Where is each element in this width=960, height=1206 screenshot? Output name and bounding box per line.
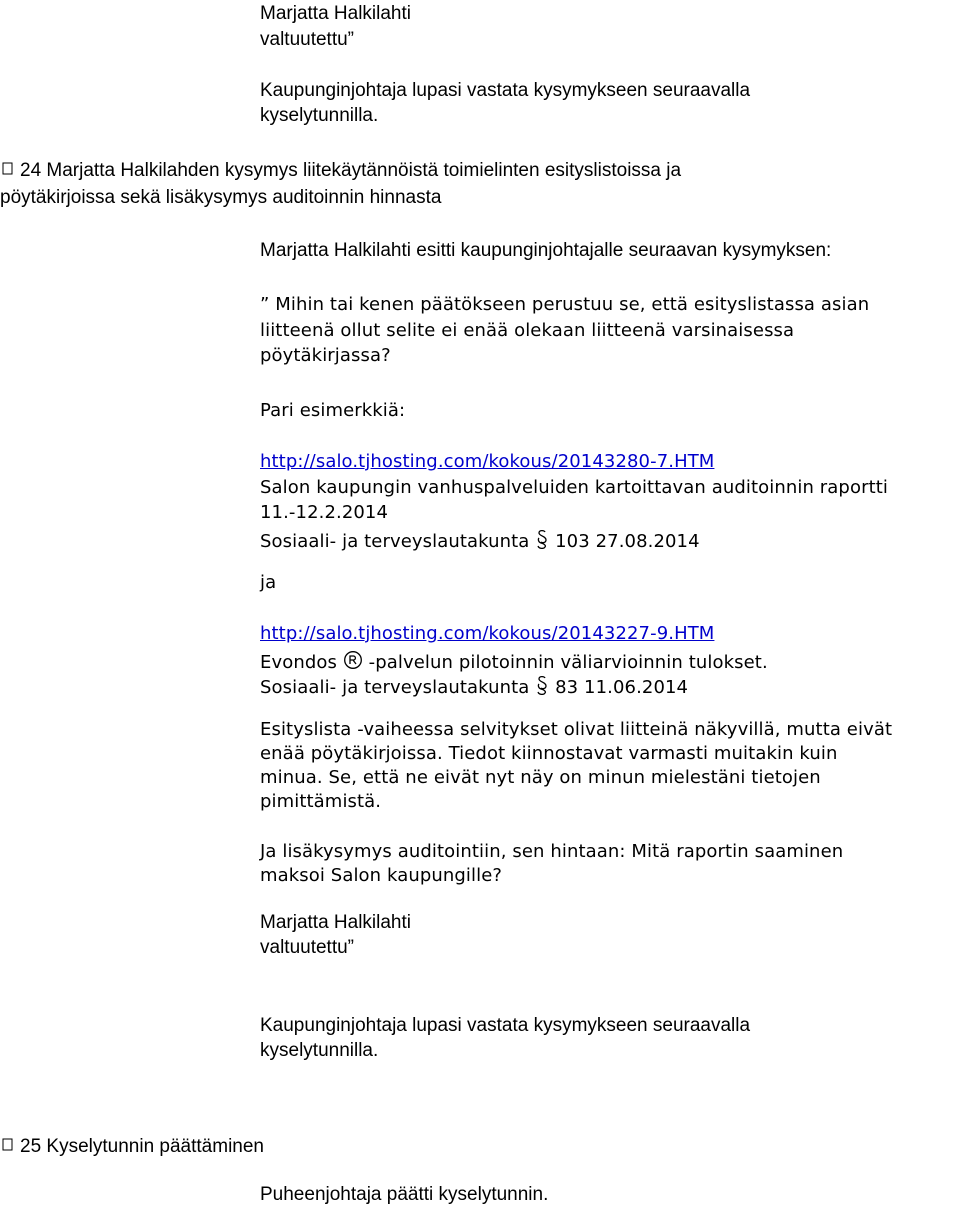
question-intro: Marjatta Halkilahti esitti kaupunginjohtajalle seuraavan kysymyksen: <box>260 240 832 261</box>
example-2-link[interactable]: http://salo.tjhosting.com/kokous/20143227-9.HTM <box>260 623 715 644</box>
paragraph-1-line1: Esityslista -vaiheessa selvitykset olivat liitteinä näkyvillä, mutta eivät <box>260 719 893 740</box>
paragraph-2-line2: maksoi Salon kaupungille? <box>260 865 503 886</box>
example-2-ref: 83 11.06.2014 <box>555 677 689 698</box>
paragraph-1-line3: minua. Se, että ne eivät nyt näy on minun mielestäni tietojen <box>260 767 821 788</box>
section-sign-icon <box>535 529 549 549</box>
example-1-board: Sosiaali- ja terveyslautakunta <box>260 531 530 552</box>
and-word: ja <box>260 572 277 593</box>
registered-trademark-icon <box>343 650 363 670</box>
question-line2: liitteenä ollut selite ei enää olekaan liitteenä varsinaisessa <box>260 320 795 341</box>
square-bullet-icon <box>2 162 14 176</box>
reply-text-line2: kyselytunnilla. <box>260 105 379 126</box>
reply-text-line1: Kaupunginjohtaja lupasi vastata kysymykseen seuraavalla <box>260 1015 751 1036</box>
signature-role: valtuutettu” <box>260 937 354 958</box>
example-2-desc-rest: -palvelun pilotoinnin väliarvioinnin tulokset. <box>368 652 768 673</box>
paragraph-2-line1: Ja lisäkysymys auditointiin, sen hintaan: Mitä raportin saaminen <box>260 841 844 862</box>
example-1-ref: 103 27.08.2014 <box>555 531 700 552</box>
example-2-board: Sosiaali- ja terveyslautakunta <box>260 677 530 698</box>
section-sign-icon <box>535 675 549 695</box>
section-24-heading-line1: 24 Marjatta Halkilahden kysymys liitekäytännöistä toimielinten esityslistoissa ja <box>20 160 682 181</box>
examples-label: Pari esimerkkiä: <box>260 400 406 421</box>
example-1-desc-line2: 11.-12.2.2014 <box>260 502 389 523</box>
paragraph-1-line4: pimittämistä. <box>260 791 382 812</box>
paragraph-1-line2: enää pöytäkirjoissa. Tiedot kiinnostavat varmasti muitakin kuin <box>260 743 838 764</box>
example-2-board-line <box>260 675 688 697</box>
section-24-heading-line2: pöytäkirjoissa sekä lisäkysymys auditoinnin hinnasta <box>0 187 442 208</box>
example-1-board-line <box>260 529 700 551</box>
example-1-link[interactable]: http://salo.tjhosting.com/kokous/20143280-7.HTM <box>260 451 715 472</box>
question-line1: ” Mihin tai kenen päätökseen perustuu se, että esityslistassa asian <box>260 294 870 315</box>
question-line3: pöytäkirjassa? <box>260 345 391 366</box>
square-bullet-icon <box>2 1138 14 1152</box>
signature-name: Marjatta Halkilahti <box>260 912 411 933</box>
reply-text-line1: Kaupunginjohtaja lupasi vastata kysymykseen seuraavalla <box>260 80 751 101</box>
signature-role: valtuutettu” <box>260 29 354 50</box>
signature-name: Marjatta Halkilahti <box>260 3 411 24</box>
section-25-heading: 25 Kyselytunnin päättäminen <box>20 1136 264 1157</box>
closing-text: Puheenjohtaja päätti kyselytunnin. <box>260 1184 549 1205</box>
example-2-desc <box>260 650 768 672</box>
example-2-product: Evondos <box>260 652 337 673</box>
reply-text-line2: kyselytunnilla. <box>260 1040 379 1061</box>
example-1-desc-line1: Salon kaupungin vanhuspalveluiden kartoittavan auditoinnin raportti <box>260 477 888 498</box>
